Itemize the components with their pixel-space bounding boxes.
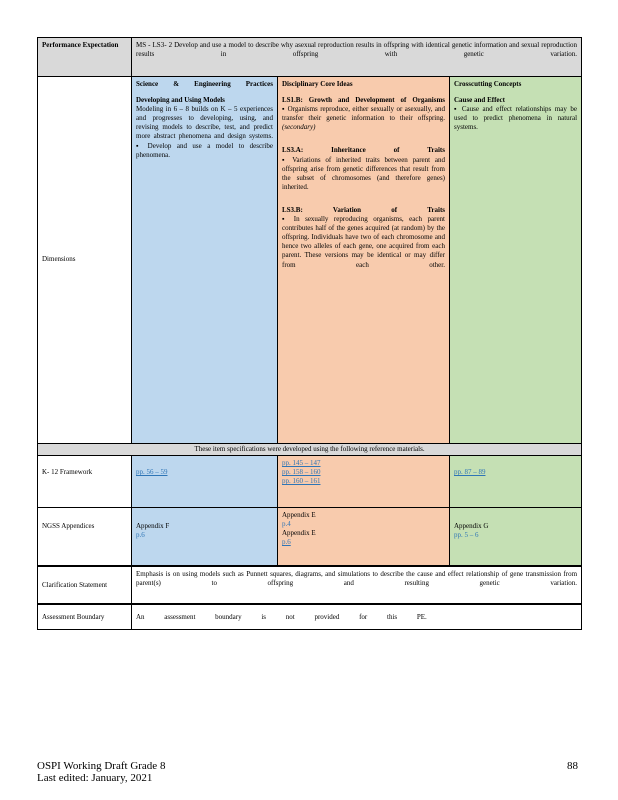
sep-cell [132,77,278,444]
framework-dci-link-1[interactable]: pp. 145 – 147 [282,459,321,468]
item-spec-table [37,37,582,630]
dci-cell [278,77,450,444]
framework-sep-link[interactable]: pp. 56 – 59 [136,468,168,477]
dci-title: Disciplinary Core Ideas [282,80,353,88]
ccc-bullet: ▪ Cause and effect relationships may be used to predict phenomena in natural systems. [454,105,578,132]
framework-dci-link-3[interactable]: pp. 160 – 161 [282,477,321,486]
dci-heading-ls3a: LS3.A: Inheritance of Traits [282,146,445,155]
sep-body: Modeling in 6 – 8 builds on K – 5 experiences and progresses to developing, using, and revising models to describe, test, and predict more abstract phenomena and design systems. [136,105,273,141]
clarification-label: Clarification Statement [38,566,132,604]
dimensions-row [38,77,582,444]
footer-left [37,760,165,784]
assessment-row [38,604,582,630]
performance-expectation-row [38,38,582,77]
reference-note: These item specifications were developed using the following reference materials. [38,444,582,456]
framework-ccc-link[interactable]: pp. 87 – 89 [454,468,486,477]
sep-bullet: ▪ Develop and use a model to describe phenomena. [136,141,273,159]
ngss-ccc-appendix: Appendix G [454,522,489,531]
ngss-label: NGSS Appendices [38,508,132,567]
ccc-subtitle: Cause and Effect [454,96,505,105]
performance-expectation-text: MS - LS3- 2 Develop and use a model to describe why asexual reproduction results in offspring with identical genetic information and sexual reproduction results in offspring with genetic variation. [132,38,582,77]
ngss-row [38,508,582,567]
ngss-dci-appendix-2: Appendix E [282,529,316,538]
assessment-label: Assessment Boundary [38,604,132,630]
ngss-dci-page-1[interactable]: p.4 [282,520,291,529]
ccc-title: Crosscutting Concepts [454,80,522,88]
ccc-cell [450,77,582,444]
assessment-text: An assessment boundary is not provided for this PE. [132,604,582,630]
ngss-ccc-cell [450,508,582,567]
ngss-ccc-pages[interactable]: pp. 5 – 6 [454,531,479,540]
dimensions-label: Dimensions [38,77,132,444]
dci-heading-ls3b: LS3.B: Variation of Traits [282,205,445,214]
footer-draft-line: OSPI Working Draft Grade 8 [37,760,166,772]
framework-sep-cell [132,456,278,508]
ngss-sep-appendix: Appendix F [136,522,170,531]
framework-row [38,456,582,508]
dci-bullet-ls1b: ▪ Organisms reproduce, either sexually or asexually, and transfer their genetic information to their offspring. [282,105,445,123]
framework-ccc-cell [450,456,582,508]
ngss-dci-appendix-1: Appendix E [282,511,316,520]
dci-heading-ls1b: LS1.B: Growth and Development of Organisms [282,96,445,105]
dci-bullet-ls3a: ▪ Variations of inherited traits between parent and offspring arise from genetic differences that result from the subset of chromosomes (and therefore genes) inherited. [282,155,445,191]
clarification-row [38,566,582,604]
sep-subtitle: Developing and Using Models [136,96,225,105]
ngss-dci-page-2[interactable]: p.6 [282,538,291,547]
ngss-sep-page[interactable]: p.6 [136,531,145,540]
dci-note-ls1b: (secondary) [282,123,316,132]
footer-edited-line: Last edited: January, 2021 [37,772,153,784]
reference-note-row [38,444,582,456]
dci-bullet-ls3b: ▪ In sexually reproducing organisms, each parent contributes half of the genes acquired (at random) by the offspring. Individuals have two of each chromosome and hence two alleles of each gene, one acquired from each parent. These versions may be identical or may differ from each other. [282,215,445,269]
framework-label: K- 12 Framework [38,456,132,508]
performance-expectation-label: Performance Expectation [38,38,132,77]
ngss-dci-cell [278,508,450,567]
framework-dci-link-2[interactable]: pp. 158 – 160 [282,468,321,477]
clarification-text: Emphasis is on using models such as Punnett squares, diagrams, and simulations to describe the cause and effect relationship of gene transmission from parent(s) to offspring and resulting genetic variation. [132,566,582,604]
sep-title: Science & Engineering Practices [136,80,273,88]
framework-dci-cell [278,456,450,508]
page-number: 88 [567,760,578,772]
ngss-sep-cell [132,508,278,567]
